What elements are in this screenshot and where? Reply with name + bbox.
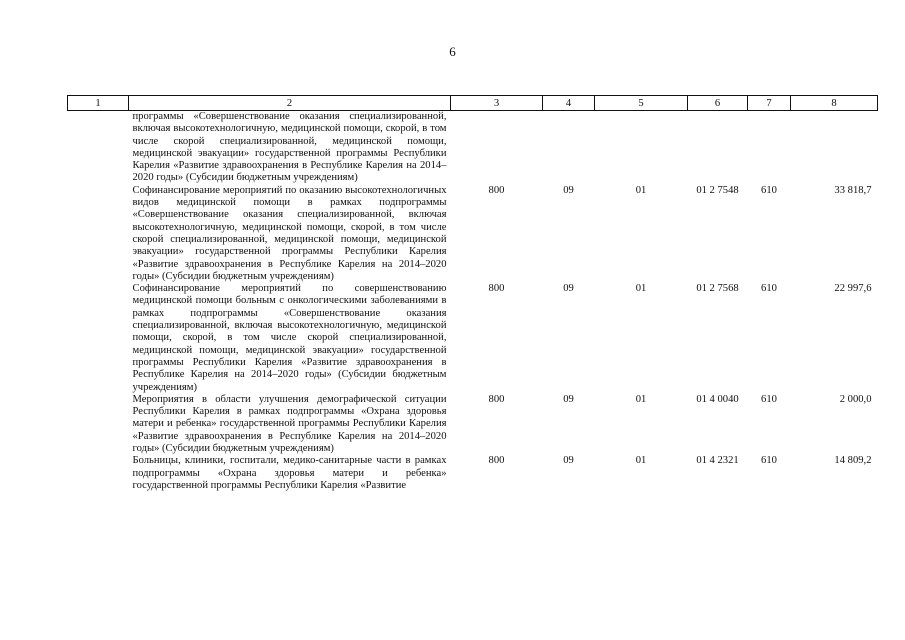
- section-code: 09: [563, 184, 574, 196]
- ministry-code: 800: [488, 184, 505, 196]
- row-spacer: [68, 283, 129, 394]
- subsection-code: 01: [635, 184, 647, 196]
- column-header-7: 7: [748, 96, 791, 111]
- section-code: [543, 111, 595, 185]
- table-row: [68, 455, 878, 492]
- row-spacer: [68, 111, 129, 185]
- amount: 22 997,6: [834, 283, 872, 295]
- amount: [791, 111, 878, 185]
- table-row: [68, 283, 878, 394]
- row-spacer: [68, 394, 129, 455]
- section-code: 09: [563, 283, 574, 295]
- target-code: [688, 111, 748, 185]
- row-spacer: [68, 185, 129, 283]
- subsection-code: [595, 111, 688, 185]
- amount: 33 818,7: [834, 184, 872, 196]
- column-header-8: 8: [791, 96, 878, 111]
- column-header-1: 1: [68, 96, 129, 111]
- expense-name: программы «Совершенствование оказания специализированной, включая высокотехнологичную, медицинской помощи, скорой, в том числе скорой специализированной, медицинской помощи, медицинской эвакуации» государственной программы Республики Карелия «Развитие здравоохранения в Республике Карелия на 2014–2020 годы» (Субсидии бюджетным учреждениям): [132, 111, 447, 184]
- expense-name: Софинансирование мероприятий по совершенствованию медицинской помощи больным с онкологическими заболеваниями в рамках подпрограммы «Совершенствование оказания специализированной, включая высокотехнологичную, медицинской помощи, скорой, в том числе скорой специализированной, медицинской помощи, медицинской эвакуации» государственной программы Республики Карелия «Развитие здравоохранения в Республике Карелия на 2014–2020 годы» (Субсидии бюджетным учреждениям): [132, 283, 447, 393]
- expense-type-code: 610: [761, 393, 777, 405]
- column-header-5: 5: [595, 96, 688, 111]
- page-number: 6: [449, 44, 456, 59]
- target-code: 01 2 7548: [696, 184, 739, 196]
- table-row: [68, 185, 878, 283]
- expense-name: Софинансирование мероприятий по оказанию высокотехнологичных видов медицинской помощи в рамках подпрограммы «Совершенствование оказания специализированной, включая высокотехнологичную, медицинской помощи, скорой, в том числе скорой специализированной, медицинской помощи, медицинской эвакуации» государственной программы Республики Карелия «Развитие здравоохранения в Республике Карелия на 2014–2020 годы» (Субсидии бюджетным учреждениям): [132, 184, 447, 282]
- table-row: [68, 111, 878, 185]
- row-spacer: [68, 455, 129, 492]
- column-header-4: 4: [543, 96, 595, 111]
- expense-type-code: 610: [761, 283, 777, 295]
- target-code: 01 4 0040: [696, 393, 739, 405]
- ministry-code: [451, 111, 543, 185]
- section-code: 09: [563, 393, 574, 405]
- expense-type-code: 610: [761, 184, 777, 196]
- column-header-2: 2: [129, 96, 451, 111]
- target-code: 01 2 7568: [696, 283, 739, 295]
- column-header-6: 6: [688, 96, 748, 111]
- budget-table: [67, 95, 878, 492]
- subsection-code: 01: [635, 393, 647, 405]
- expense-type-code: 610: [761, 455, 777, 467]
- amount: 14 809,2: [834, 455, 872, 467]
- ministry-code: 800: [488, 283, 505, 295]
- ministry-code: 800: [488, 393, 505, 405]
- subsection-code: 01: [635, 283, 647, 295]
- column-header-3: 3: [451, 96, 543, 111]
- expense-type-code: [748, 111, 791, 185]
- ministry-code: 800: [488, 455, 505, 467]
- target-code: 01 4 2321: [696, 455, 739, 467]
- expense-name: Мероприятия в области улучшения демографической ситуации Республики Карелия в рамках подпрограммы «Охрана здоровья матери и ребенка» государственной программы Республики Карелия «Развитие здравоохранения в Республике Карелия на 2014–2020 годы» (Субсидии бюджетным учреждениям): [132, 393, 447, 455]
- section-code: 09: [563, 455, 574, 467]
- table-header-row: [68, 96, 878, 111]
- expense-name: Больницы, клиники, госпитали, медико-санитарные части в рамках подпрограммы «Охрана здоровья матери и ребенка» государственной программы Республики Карелия «Развитие: [132, 455, 447, 491]
- amount: 2 000,0: [839, 393, 872, 405]
- subsection-code: 01: [635, 455, 647, 467]
- table-row: [68, 394, 878, 455]
